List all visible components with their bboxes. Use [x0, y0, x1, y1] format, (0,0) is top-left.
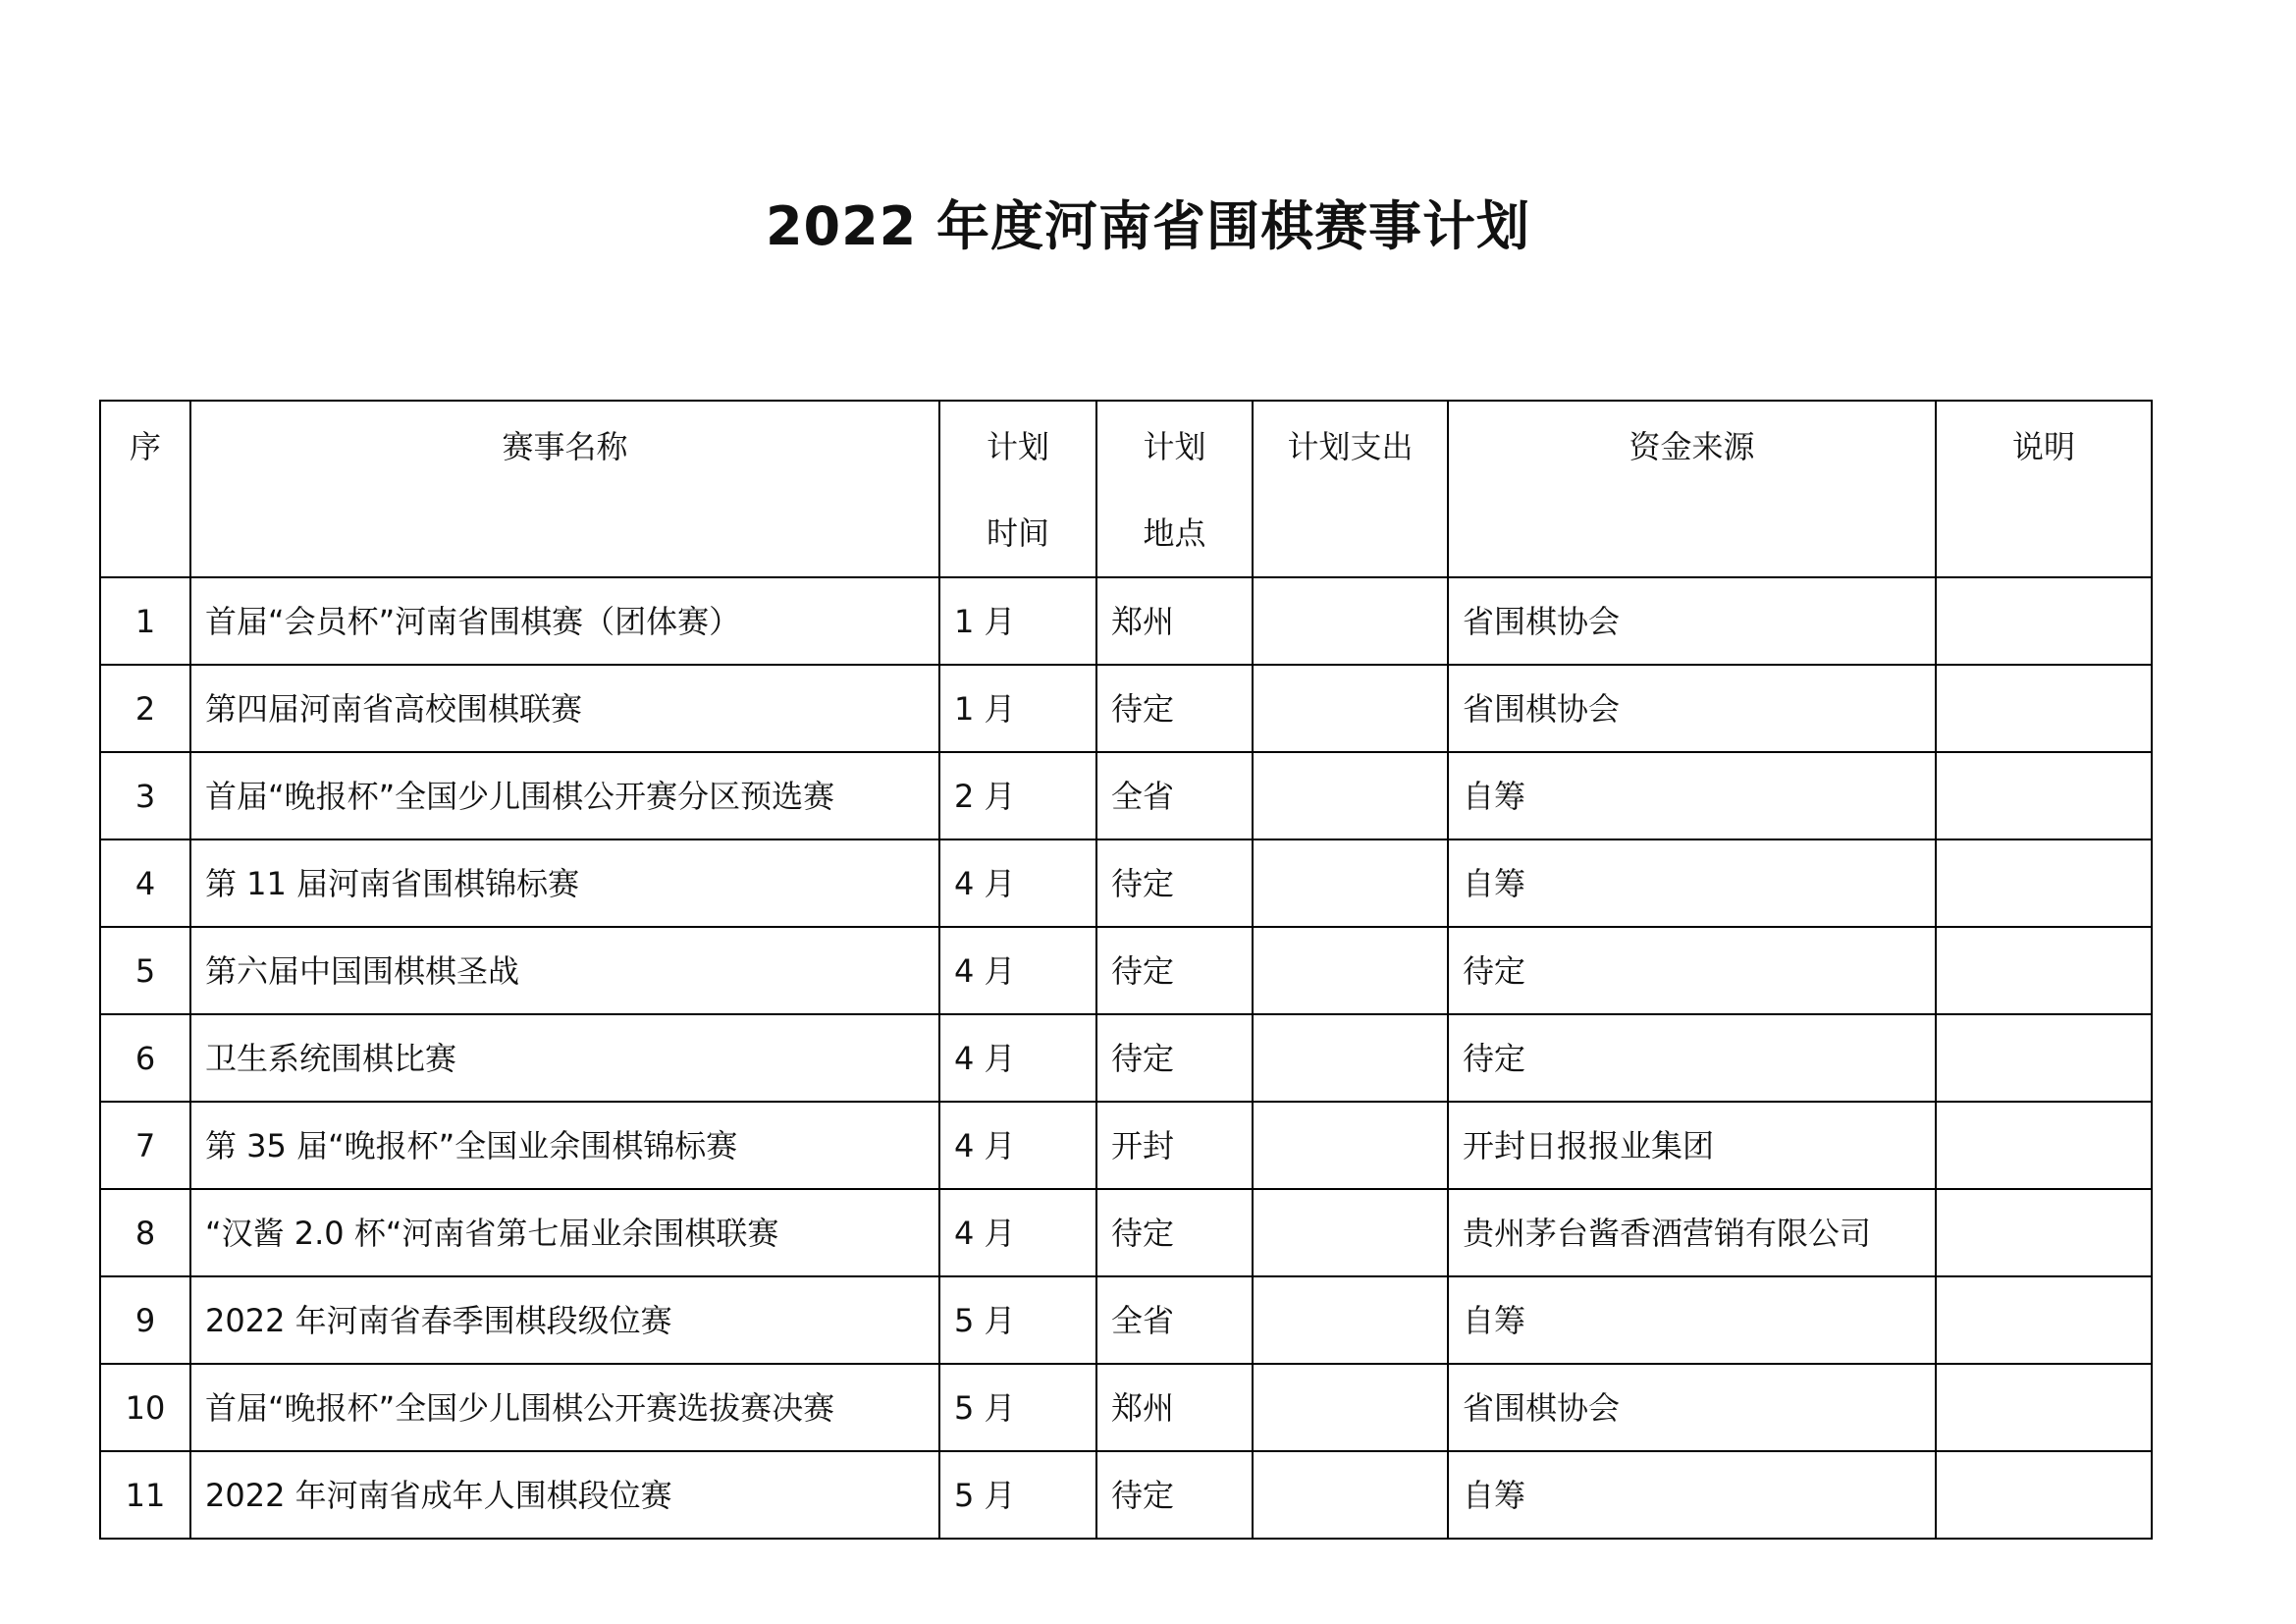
header-no: 序 [100, 401, 190, 577]
event-plan-table [99, 400, 2153, 1540]
cell-funding-source: 自筹 [1448, 1276, 1936, 1364]
table-row [100, 665, 2152, 752]
cell-plan-time: 5 月 [939, 1451, 1096, 1539]
cell-plan-place: 开封 [1096, 1102, 1253, 1189]
cell-event-name: “汉酱 2.0 杯“河南省第七届业余围棋联赛 [190, 1189, 939, 1276]
cell-event-name: 第 35 届“晚报杯”全国业余围棋锦标赛 [190, 1102, 939, 1189]
cell-event-name: 2022 年河南省成年人围棋段位赛 [190, 1451, 939, 1539]
cell-no: 8 [100, 1189, 190, 1276]
cell-funding-source: 开封日报报业集团 [1448, 1102, 1936, 1189]
cell-plan-budget [1253, 752, 1448, 839]
cell-event-name: 首届“会员杯”河南省围棋赛（团体赛） [190, 577, 939, 665]
document-title: 2022 年度河南省围棋赛事计划 [765, 195, 1531, 257]
cell-funding-source: 自筹 [1448, 839, 1936, 927]
table-row [100, 1451, 2152, 1539]
cell-note [1936, 1364, 2152, 1451]
cell-event-name: 第四届河南省高校围棋联赛 [190, 665, 939, 752]
cell-event-name: 卫生系统围棋比赛 [190, 1014, 939, 1102]
cell-funding-source: 待定 [1448, 927, 1936, 1014]
cell-no: 10 [100, 1364, 190, 1451]
cell-plan-budget [1253, 1014, 1448, 1102]
cell-plan-budget [1253, 1276, 1448, 1364]
cell-note [1936, 839, 2152, 927]
cell-plan-budget [1253, 1102, 1448, 1189]
cell-plan-place: 待定 [1096, 927, 1253, 1014]
cell-no: 3 [100, 752, 190, 839]
cell-event-name: 2022 年河南省春季围棋段级位赛 [190, 1276, 939, 1364]
cell-no: 5 [100, 927, 190, 1014]
table-row [100, 1014, 2152, 1102]
cell-event-name: 首届“晚报杯”全国少儿围棋公开赛分区预选赛 [190, 752, 939, 839]
cell-funding-source: 省围棋协会 [1448, 577, 1936, 665]
header-plan-time [939, 401, 1096, 577]
cell-no: 6 [100, 1014, 190, 1102]
cell-plan-time: 4 月 [939, 1102, 1096, 1189]
cell-plan-budget [1253, 1364, 1448, 1451]
header-plan-place-line2: 地点 [1143, 514, 1206, 552]
header-plan-time-line2: 时间 [986, 514, 1049, 552]
cell-funding-source: 待定 [1448, 1014, 1936, 1102]
cell-plan-place: 待定 [1096, 1189, 1253, 1276]
header-plan-place [1096, 401, 1253, 577]
cell-event-name: 第六届中国围棋棋圣战 [190, 927, 939, 1014]
header-funding-source: 资金来源 [1448, 401, 1936, 577]
cell-note [1936, 1102, 2152, 1189]
cell-no: 2 [100, 665, 190, 752]
cell-plan-budget [1253, 577, 1448, 665]
cell-note [1936, 1276, 2152, 1364]
cell-plan-place: 全省 [1096, 1276, 1253, 1364]
table-body [100, 577, 2152, 1539]
cell-plan-time: 4 月 [939, 1014, 1096, 1102]
cell-plan-time: 4 月 [939, 839, 1096, 927]
header-plan-budget: 计划支出 [1253, 401, 1448, 577]
cell-funding-source: 自筹 [1448, 1451, 1936, 1539]
cell-plan-place: 郑州 [1096, 577, 1253, 665]
cell-plan-budget [1253, 665, 1448, 752]
cell-note [1936, 752, 2152, 839]
cell-note [1936, 1451, 2152, 1539]
cell-funding-source: 省围棋协会 [1448, 665, 1936, 752]
table-row [100, 752, 2152, 839]
cell-no: 11 [100, 1451, 190, 1539]
table-header [100, 401, 2152, 577]
cell-event-name: 首届“晚报杯”全国少儿围棋公开赛选拔赛决赛 [190, 1364, 939, 1451]
cell-no: 9 [100, 1276, 190, 1364]
cell-plan-budget [1253, 927, 1448, 1014]
header-note: 说明 [1936, 401, 2152, 577]
cell-plan-time: 4 月 [939, 1189, 1096, 1276]
cell-plan-time: 2 月 [939, 752, 1096, 839]
cell-note [1936, 577, 2152, 665]
cell-plan-place: 待定 [1096, 665, 1253, 752]
table-row [100, 927, 2152, 1014]
cell-plan-place: 全省 [1096, 752, 1253, 839]
cell-funding-source: 自筹 [1448, 752, 1936, 839]
cell-plan-time: 5 月 [939, 1364, 1096, 1451]
cell-plan-budget [1253, 1451, 1448, 1539]
header-row [100, 401, 2152, 577]
header-plan-place-line1: 计划 [1143, 428, 1206, 465]
cell-plan-place: 待定 [1096, 839, 1253, 927]
cell-event-name: 第 11 届河南省围棋锦标赛 [190, 839, 939, 927]
cell-plan-place: 待定 [1096, 1451, 1253, 1539]
cell-note [1936, 665, 2152, 752]
header-event-name: 赛事名称 [190, 401, 939, 577]
cell-no: 4 [100, 839, 190, 927]
cell-plan-time: 5 月 [939, 1276, 1096, 1364]
cell-plan-time: 1 月 [939, 577, 1096, 665]
table-row [100, 1276, 2152, 1364]
cell-plan-time: 1 月 [939, 665, 1096, 752]
cell-no: 1 [100, 577, 190, 665]
table-row [100, 1102, 2152, 1189]
cell-no: 7 [100, 1102, 190, 1189]
cell-plan-time: 4 月 [939, 927, 1096, 1014]
cell-note [1936, 927, 2152, 1014]
cell-note [1936, 1189, 2152, 1276]
cell-funding-source: 贵州茅台酱香酒营销有限公司 [1448, 1189, 1936, 1276]
table-row [100, 839, 2152, 927]
table-row [100, 1189, 2152, 1276]
cell-plan-budget [1253, 1189, 1448, 1276]
cell-plan-budget [1253, 839, 1448, 927]
header-plan-time-line1: 计划 [986, 428, 1049, 465]
table-row [100, 1364, 2152, 1451]
cell-plan-place: 郑州 [1096, 1364, 1253, 1451]
cell-note [1936, 1014, 2152, 1102]
cell-plan-place: 待定 [1096, 1014, 1253, 1102]
cell-funding-source: 省围棋协会 [1448, 1364, 1936, 1451]
table-row [100, 577, 2152, 665]
